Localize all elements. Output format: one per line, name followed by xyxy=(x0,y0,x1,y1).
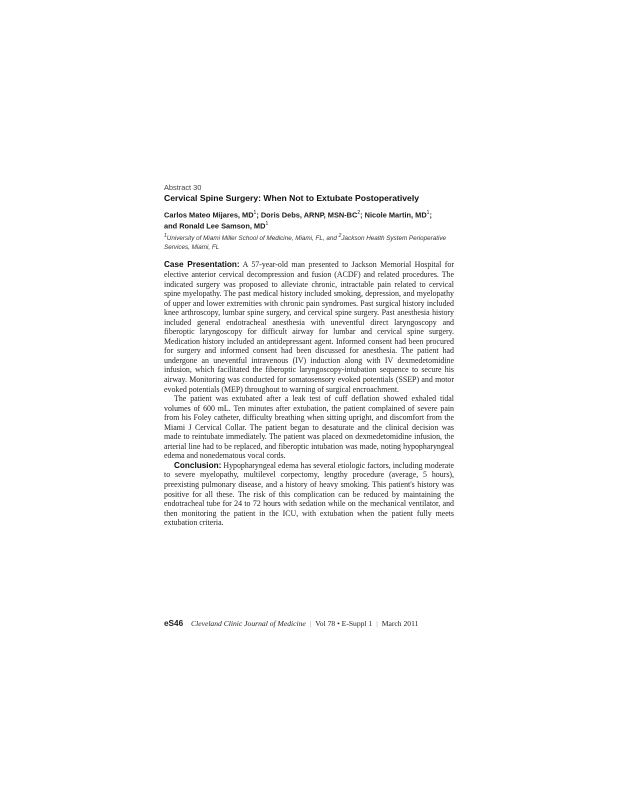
author-affiliation-mark: 1 xyxy=(253,210,257,216)
journal-name: Cleveland Clinic Journal of Medicine xyxy=(191,619,306,628)
page-number: eS46 xyxy=(164,619,184,628)
author: Doris Debs, ARNP, MSN-BC xyxy=(260,210,358,220)
footer-divider: | xyxy=(376,619,378,628)
abstract-title: Cervical Spine Surgery: When Not to Extubate Postoperatively xyxy=(164,193,420,203)
affiliation-text: Jackson Health System Perioperative Services, Miami, FL xyxy=(164,235,447,251)
author-affiliation-mark: 1 xyxy=(265,221,269,228)
page-footer xyxy=(164,619,418,628)
author-separator: ; xyxy=(429,210,432,220)
author: Nicole Martin, MD xyxy=(364,210,427,220)
conclusion-heading: Conclusion: xyxy=(174,460,222,470)
author-affiliation-mark: 1 xyxy=(426,210,430,216)
author-separator: ; xyxy=(256,210,261,220)
abstract xyxy=(164,183,454,528)
author-list xyxy=(164,209,454,231)
author-separator: ; xyxy=(360,210,365,220)
conclusion-text: Hypopharyngeal edema has several etiologic factors, including moderate to severe myelopathy, multilevel corpectomy, lengthy procedure (average, 5 hours), preexisting pulmonary disease, and a history of heavy smoking. This patient's history was positive for all these. The risk of this complication can be reduced by maintaining the endotracheal tube for 24 to 72 hours with sedation while on the mechanical ventilator, and then monitoring the patient in the ICU, with extubation when the patient fully meets extubation criteria. xyxy=(164,460,454,528)
affiliation-text: University of Miami Miller School of Medicine, Miami, FL, and xyxy=(166,235,339,243)
case-presentation-paragraph xyxy=(164,260,454,394)
affiliations xyxy=(164,232,454,252)
affiliation-mark: 1 xyxy=(164,233,167,240)
volume-info: Vol 78 • E-Suppl 1 xyxy=(315,619,373,628)
case-continuation-paragraph: The patient was extubated after a leak test of cuff deflation showed exhaled tidal volumes of 600 mL. Ten minutes after extubation, the patient complained of severe pain from his Foley catheter, difficulty breathing when sitting upright, and discomfort from the Miami J Cervical Collar. The patient began to desaturate and the clinical decision was made to reintubate immediately. The patient was placed on dexmedetomidine infusion, the arterial line had to be replaced, and fiberoptic intubation was made, noting hypopharyngeal edema and nonedematous vocal cords. xyxy=(164,394,454,461)
conclusion-paragraph xyxy=(164,461,454,528)
affiliation-mark: 2 xyxy=(338,233,342,240)
abstract-number: Abstract 30 xyxy=(164,183,202,192)
issue-date: March 2011 xyxy=(381,619,419,628)
abstract-body xyxy=(164,260,454,527)
author-affiliation-mark: 2 xyxy=(357,210,361,216)
author: Carlos Mateo Mijares, MD xyxy=(164,210,254,220)
case-presentation-heading: Case Presentation: xyxy=(164,260,240,270)
case-presentation-text: A 57-year-old man presented to Jackson Memorial Hospital for elective anterior cervical decompression and fusion (ACDF) and related procedures. The indicated surgery was proposed to alleviate chronic, intractable pain related to cervical spine myelopathy. The past medical history included smoking, depression, and myelopathy of upper and lower extremities with chronic pain syndromes. Past surgical history included knee arthroscopy, lumbar spine surgery, and cervical spine surgery. Past anesthesia history included general endotracheal anesthesia with uneventful direct laryngoscopy and fiberoptic laryngoscopy for difficult airway for lumbar and cervical spine surgery. Medication history included an antidepressant agent. Informed consent had been procured for surgery and informed consent had been discussed for anesthesia. The patient had undergone an uneventful intravenous (IV) induction along with IV dexmedetomidine infusion, which facilitated the fiberoptic laryngoscopy-intubation sequence to secure his airway. Monitoring was conducted for somatosensory evoked potentials (SSEP) and motor evoked potentials (MEP) throughout to warning of surgical encroachment. xyxy=(164,260,454,394)
footer-divider: | xyxy=(309,619,312,628)
author: and Ronald Lee Samson, MD xyxy=(164,221,266,231)
